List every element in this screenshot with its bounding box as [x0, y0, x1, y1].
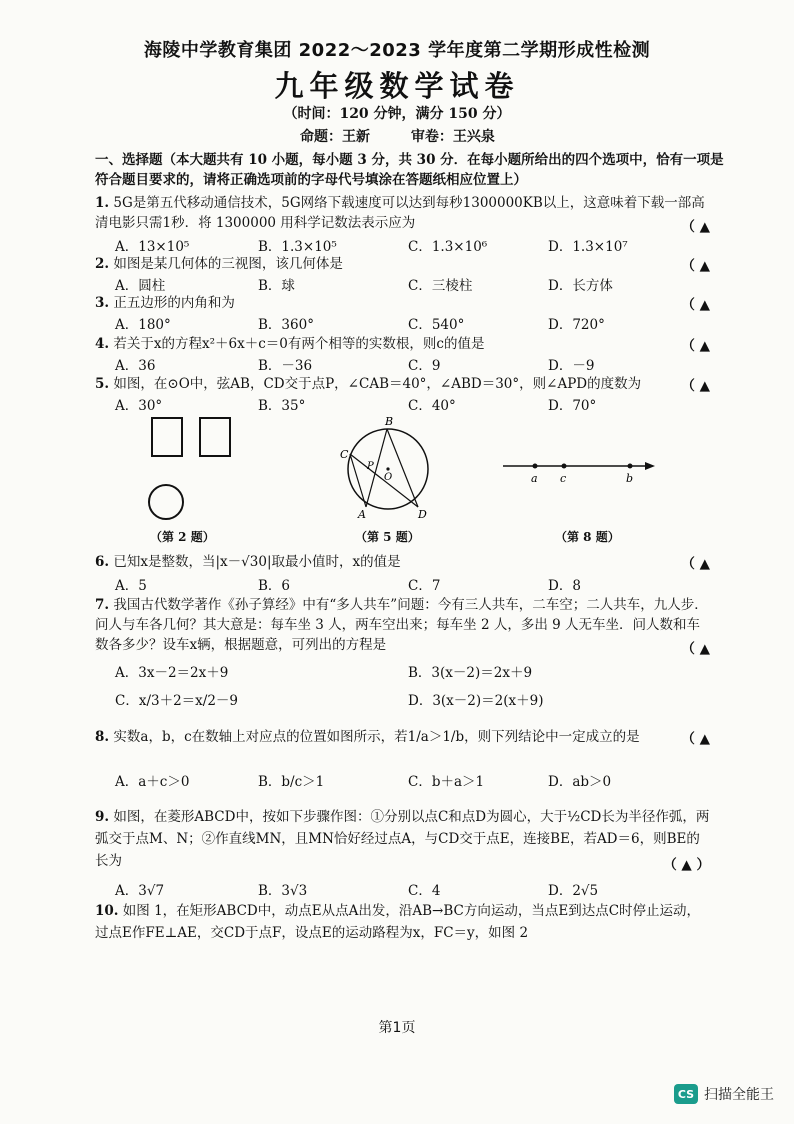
center-dot: [386, 467, 389, 470]
option-a: A．36: [115, 358, 156, 374]
question-4: [95, 334, 710, 354]
option-d: D．8: [548, 578, 581, 594]
label-o: O: [384, 472, 393, 483]
answer-blank: （ ▲: [681, 297, 710, 313]
point-a: [533, 464, 538, 469]
figure-three-views: [140, 412, 240, 524]
question-number: 4.: [95, 336, 110, 352]
option-b: B．b/c＞1: [258, 774, 325, 790]
option-a: A．30°: [115, 398, 163, 414]
front-view-rect: [152, 418, 182, 456]
question-number: 10.: [95, 903, 119, 919]
figure-circle-chords: [330, 412, 440, 522]
option-c: C．7: [408, 578, 441, 594]
question-text: 5G是第五代移动通信技术，5G网络下载速度可以达到每秒1300000KB以上，这意味着下载一部高清电影只需1秒．将 1300000 用科学记数法表示应为: [95, 195, 705, 231]
label-c: C: [340, 448, 349, 461]
caption-fig2: （第 2 题）: [150, 530, 215, 544]
reviewer: 审卷：王兴泉: [410, 129, 495, 145]
label-c: c: [560, 472, 567, 485]
side-view-rect: [200, 418, 230, 456]
answer-blank: （ ▲: [681, 731, 710, 747]
option-d: D．2√5: [548, 883, 599, 899]
question-text: 若关于x的方程x²＋6x＋c＝0有两个相等的实数根，则c的值是: [113, 336, 485, 352]
option-c: C．4: [408, 883, 441, 899]
author: 命题：王新: [300, 129, 370, 145]
question-number: 3.: [95, 295, 110, 311]
option-b: B．3√3: [258, 883, 308, 899]
question-9: [95, 806, 710, 872]
option-d: D．1.3×10⁷: [548, 239, 628, 255]
answer-blank: （ ▲: [681, 556, 710, 572]
answer-blank: （ ▲ ）: [663, 857, 710, 873]
question-2: [95, 254, 710, 274]
option-a: A．圆柱: [115, 278, 166, 294]
question-number: 2.: [95, 256, 110, 272]
question-number: 5.: [95, 376, 110, 392]
option-b: B．35°: [258, 398, 306, 414]
answer-blank: （ ▲: [681, 378, 710, 394]
option-c: C．9: [408, 358, 441, 374]
question-text: 如图是某几何体的三视图，该几何体是: [113, 256, 343, 272]
option-b: B．1.3×10⁵: [258, 239, 337, 255]
option-d: D．ab＞0: [548, 774, 612, 790]
caption-fig8: （第 8 题）: [555, 530, 620, 544]
option-a: A．3x－2＝2x＋9: [115, 665, 229, 681]
option-c: C．1.3×10⁶: [408, 239, 488, 255]
option-c: C．三棱柱: [408, 278, 473, 294]
option-c: C．x/3＋2＝x/2－9: [115, 693, 239, 709]
page-number: 第1页: [378, 1020, 416, 1036]
label-a: A: [358, 508, 366, 521]
answer-blank: （ ▲: [681, 338, 710, 354]
option-b: B．6: [258, 578, 291, 594]
question-6: [95, 552, 710, 572]
answer-blank: （ ▲: [681, 258, 710, 274]
camscanner-logo: CS: [674, 1084, 698, 1104]
option-c: C．540°: [408, 317, 465, 333]
question-text: 已知x是整数，当|x－√30|取最小值时，x的值是: [113, 554, 401, 570]
option-c: C．40°: [408, 398, 456, 414]
option-d: D．－9: [548, 358, 595, 374]
question-number: 8.: [95, 729, 110, 745]
top-view-circle: [149, 485, 183, 519]
label-b: B: [385, 415, 394, 428]
question-7: [95, 595, 710, 655]
option-a: A．180°: [115, 317, 171, 333]
option-a: A．13×10⁵: [115, 239, 190, 255]
school-title: 海陵中学教育集团 2022～2023 学年度第二学期形成性检测: [143, 40, 651, 61]
option-b: B．3(x－2)＝2x＋9: [408, 665, 533, 681]
label-b: b: [626, 472, 634, 485]
option-c: C．b＋a＞1: [408, 774, 485, 790]
option-d: D．长方体: [548, 278, 613, 294]
question-number: 1.: [95, 195, 110, 211]
answer-blank: （ ▲: [681, 641, 710, 657]
label-d: D: [418, 508, 427, 521]
watermark-text: 扫描全能王: [704, 1087, 774, 1103]
question-10: [95, 900, 710, 944]
label-a: a: [531, 472, 538, 485]
question-number: 9.: [95, 809, 110, 825]
exam-title: 九年级数学试卷: [274, 69, 520, 103]
option-d: D．3(x－2)＝2(x＋9): [408, 693, 544, 709]
option-b: B．360°: [258, 317, 314, 333]
option-a: A．3√7: [115, 883, 165, 899]
scanner-watermark: [674, 1084, 774, 1104]
question-3: [95, 293, 710, 313]
question-text: 如图，在⊙O中，弦AB，CD交于点P，∠CAB＝40°，∠ABD＝30°，则∠APD的度数为: [113, 376, 642, 392]
question-number: 6.: [95, 554, 110, 570]
option-b: B．－36: [258, 358, 313, 374]
segment-ca: [350, 454, 366, 507]
question-8: [95, 727, 665, 747]
section-heading: 一、选择题（本大题共有 10 小题，每小题 3 分，共 30 分．在每小题所给出的四个选项中，恰有一项是符合题目要求的，请将正确选项前的字母代号填涂在答题纸相应位置上）: [95, 152, 724, 188]
option-a: A．a＋c＞0: [115, 774, 190, 790]
question-number: 7.: [95, 597, 110, 613]
author-line: [300, 126, 531, 146]
caption-fig5: （第 5 题）: [355, 530, 420, 544]
question-text: 如图，在菱形ABCD中，按如下步骤作图：①分别以点C和点D为圆心，大于½CD长为半径作弧，两弧交于点M、N；②作直线MN，且MN恰好经过点A，与CD交于点E，连接BE，若AD＝6，则BE的长为: [95, 809, 710, 869]
point-b: [628, 464, 633, 469]
label-p: P: [367, 461, 374, 472]
question-text: 实数a，b，c在数轴上对应点的位置如图所示，若1/a＞1/b，则下列结论中一定成立的是: [113, 729, 640, 745]
exam-info: （时间：120 分钟，满分 150 分）: [283, 106, 511, 122]
point-c: [562, 464, 567, 469]
question-text: 正五边形的内角和为: [113, 295, 235, 311]
option-d: D．720°: [548, 317, 605, 333]
option-d: D．70°: [548, 398, 597, 414]
question-text: 我国古代数学著作《孙子算经》中有“多人共车”问题：今有三人共车，二车空；二人共车，九人步．问人与车各几何？其大意是：每车坐 3 人，两车空出来；每车坐 2 人，多出 9 人无车坐．问人数和车数各多少？设车x辆，根据题意，可列出的方程是: [95, 597, 708, 653]
answer-blank: （ ▲: [681, 219, 710, 235]
question-text: 如图 1，在矩形ABCD中，动点E从点A出发，沿AB→BC方向运动，当点E到达点C时停止运动，过点E作FE⊥AE，交CD于点F，设点E的运动路程为x，FC＝y，如图 2: [95, 903, 701, 941]
question-5: [95, 374, 675, 394]
question-1: [95, 193, 710, 233]
figure-number-line: [495, 448, 665, 488]
option-a: A．5: [115, 578, 147, 594]
option-b: B．球: [258, 278, 295, 294]
arrow-right-icon: [645, 462, 655, 470]
